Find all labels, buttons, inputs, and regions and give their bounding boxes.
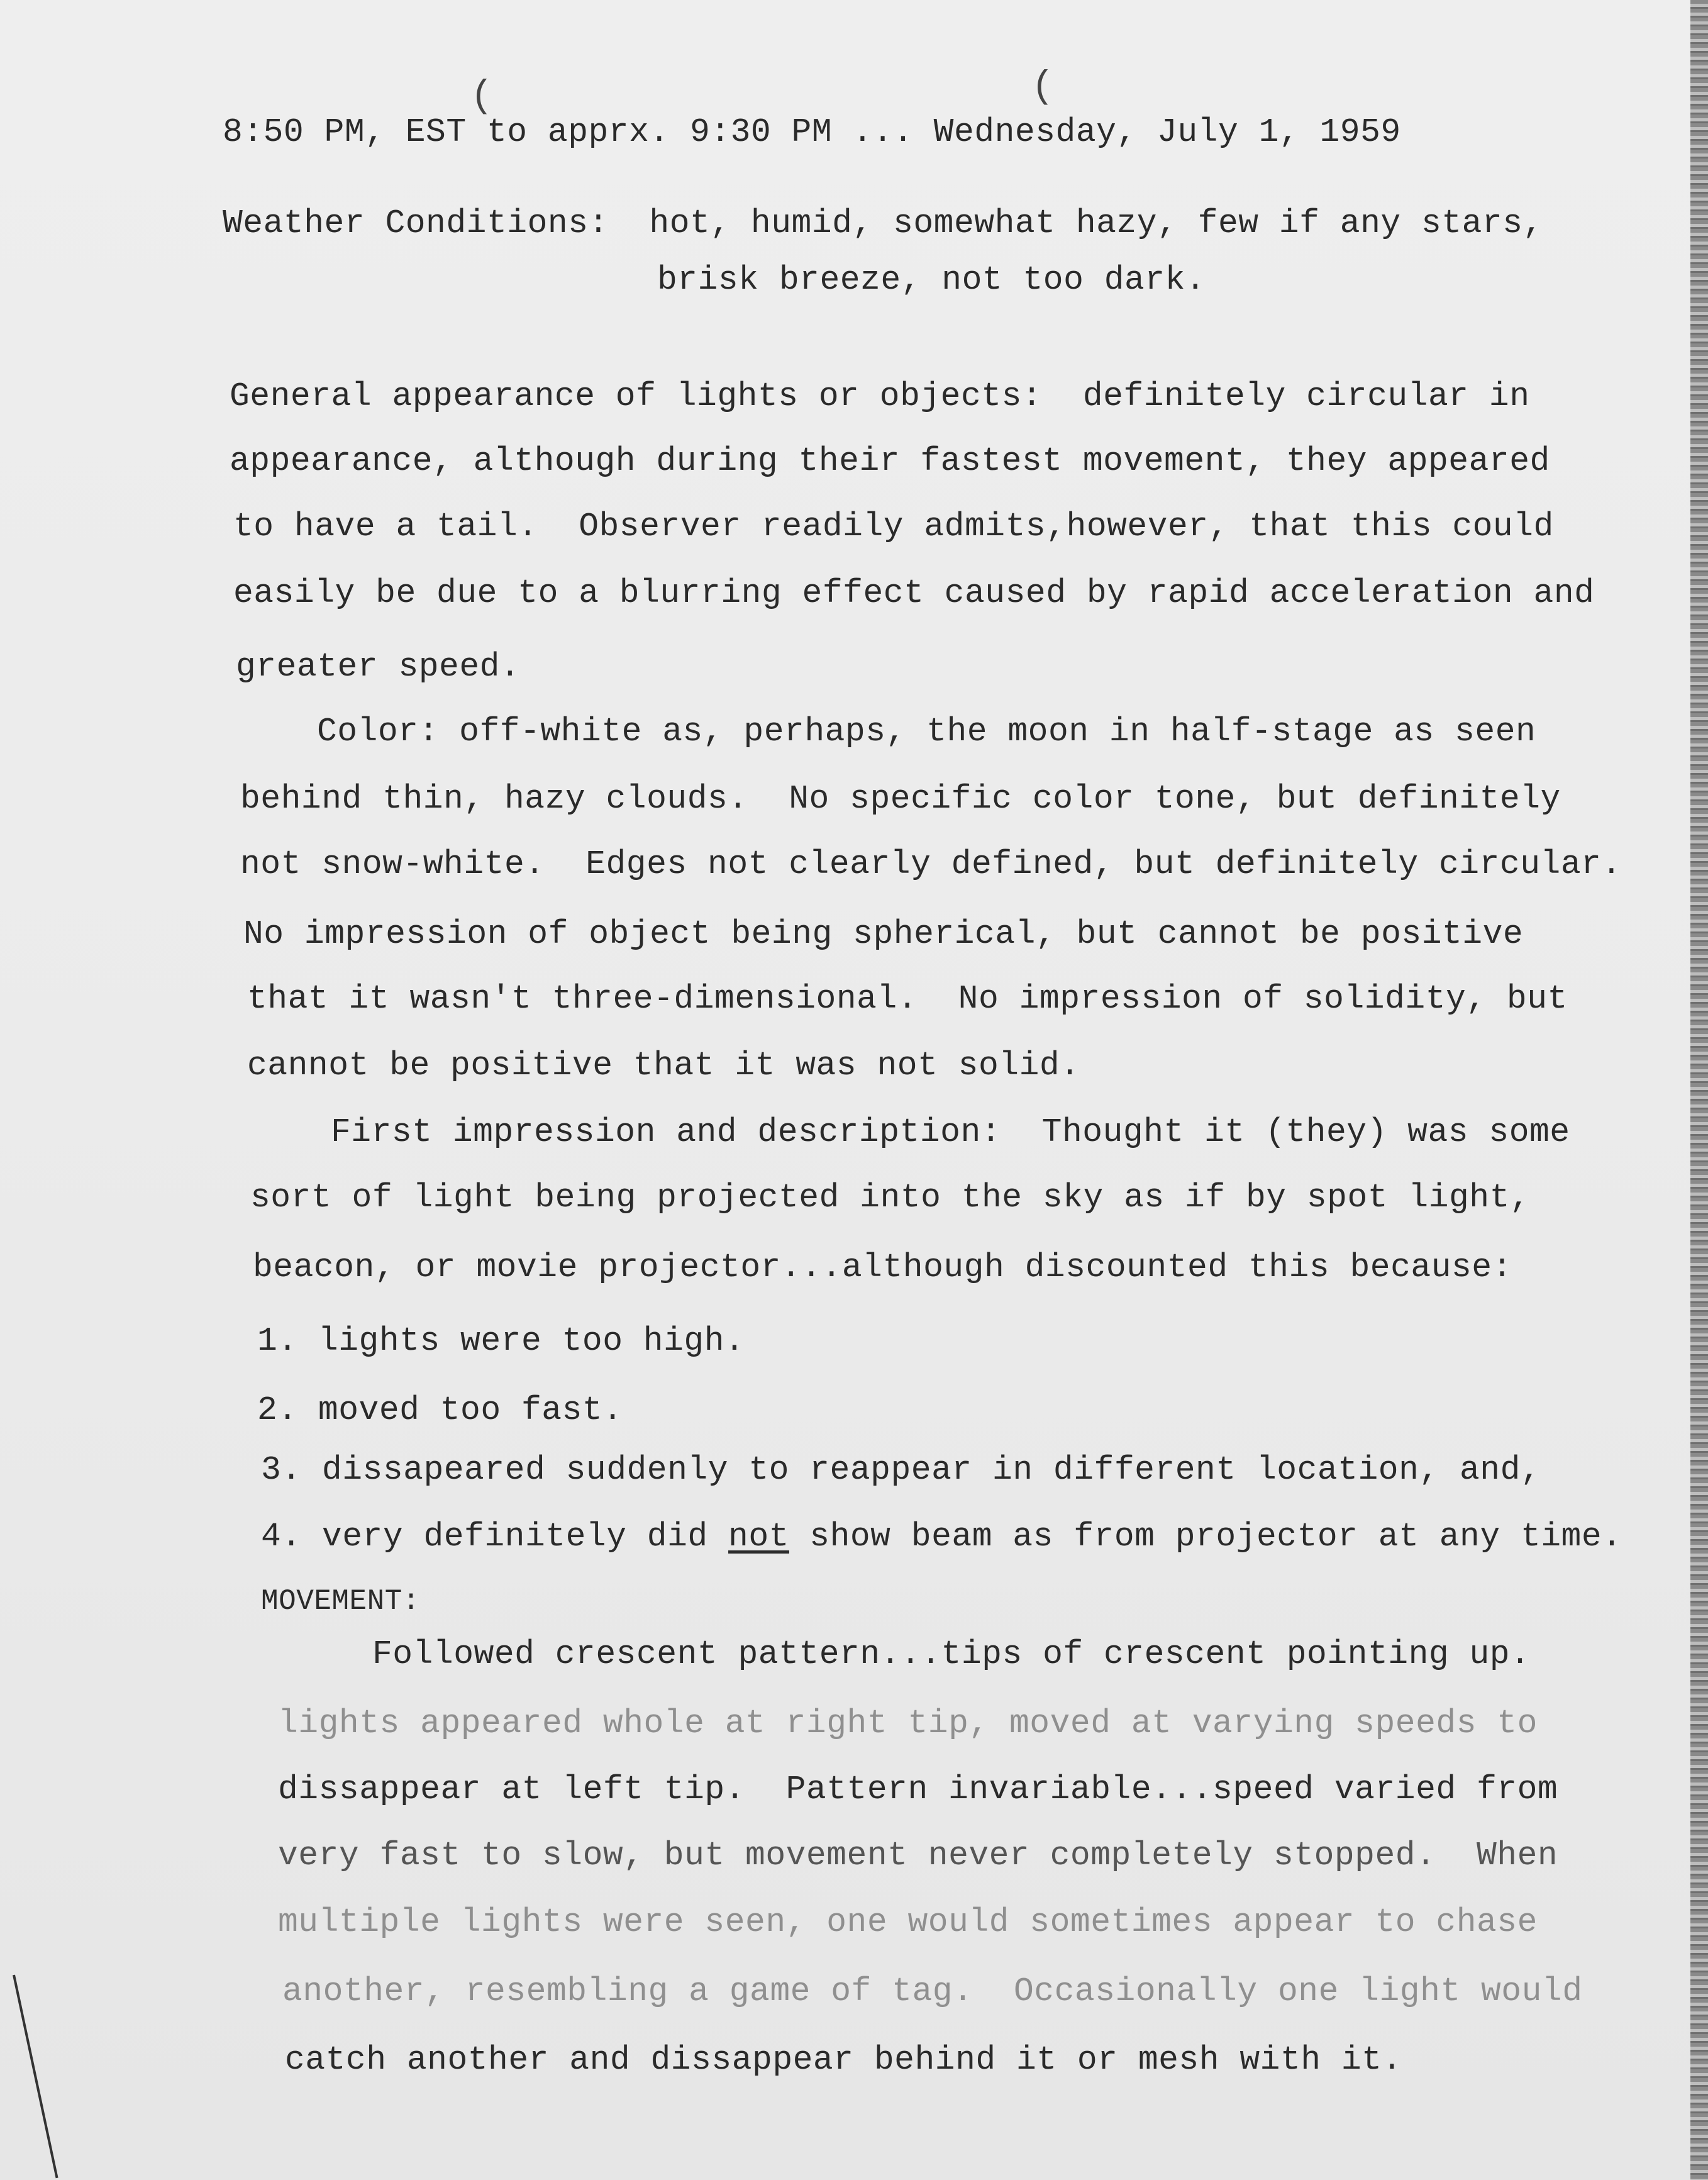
weather-line: Weather Conditions: hot, humid, somewhat hazy, few if any stars, [223,204,1543,242]
impression-line: beacon, or movie projector...although discounted this because: [253,1248,1512,1286]
movement-line: very fast to slow, but movement never completely stopped. When [278,1837,1558,1874]
color-line: Color: off-white as, perhaps, the moon in half-stage as seen [317,713,1536,750]
appearance-line: easily be due to a blurring effect caused by rapid acceleration and [233,574,1595,612]
movement-heading: MOVEMENT: [261,1585,420,1618]
movement-line: lights appeared whole at right tip, moved at varying speeds to [278,1705,1538,1742]
reason-text: show beam as from projector at any time. [789,1518,1622,1555]
punch-mark: ( [470,75,494,118]
color-line: No impression of object being spherical, but cannot be positive [243,915,1524,953]
appearance-line: General appearance of lights or objects: definitely circular in [230,377,1530,415]
page-edge [1690,0,1708,2180]
appearance-line: appearance, although during their fastest movement, they appeared [230,442,1550,480]
movement-line: another, resembling a game of tag. Occasionally one light would [282,1972,1583,2010]
color-line: behind thin, hazy clouds. No specific color tone, but definitely [240,780,1561,818]
reason-text: 4. very definitely did [261,1518,729,1555]
impression-line: First impression and description: Thought it (they) was some [331,1113,1570,1151]
reason-item [261,1518,1622,1555]
impression-line: sort of light being projected into the sky as if by spot light, [250,1179,1531,1216]
movement-line: catch another and dissappear behind it or mesh with it. [285,2041,1402,2079]
weather-line: brisk breeze, not too dark. [657,261,1206,299]
color-line: not snow-white. Edges not clearly defined, but definitely circular. [240,845,1622,883]
movement-line: Followed crescent pattern...tips of crescent pointing up. [372,1635,1531,1673]
movement-line: dissappear at left tip. Pattern invariable...speed varied from [278,1771,1558,1808]
reason-item: 1. lights were too high. [257,1322,745,1360]
appearance-line: greater speed. [236,648,521,686]
punch-mark: ( [1031,66,1055,109]
underlined-word: not [728,1518,789,1555]
movement-line: multiple lights were seen, one would sometimes appear to chase [278,1903,1538,1941]
color-line: cannot be positive that it was not solid. [247,1047,1080,1084]
margin-stroke [13,1975,58,2179]
reason-item: 2. moved too fast. [257,1391,623,1429]
color-line: that it wasn't three-dimensional. No impression of solidity, but [247,980,1568,1018]
reason-item: 3. dissapeared suddenly to reappear in different location, and, [261,1451,1541,1489]
appearance-line: to have a tail. Observer readily admits,however, that this could [233,508,1554,545]
datetime-line: 8:50 PM, EST to apprx. 9:30 PM ... Wednesday, July 1, 1959 [223,113,1401,151]
